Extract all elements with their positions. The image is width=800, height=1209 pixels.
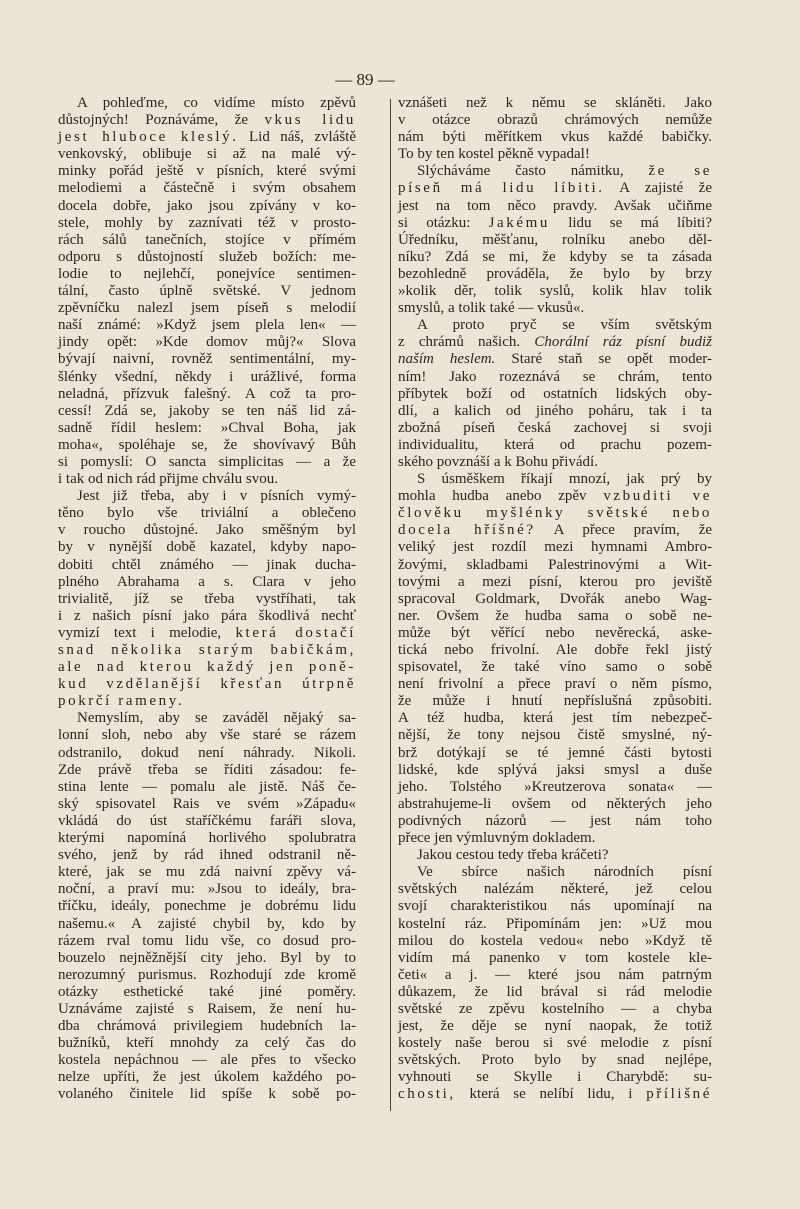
text-line: vkládá do úst staříčkému faráři slova, bbox=[58, 812, 356, 829]
text-line: nelze upříti, že jest úkolem každého po- bbox=[58, 1069, 356, 1086]
text-line: Úředníku, měšťanu, rolníku anebo děl- bbox=[398, 231, 712, 248]
text-line: abstrahujeme-li ovšem od některých jeho bbox=[398, 795, 712, 812]
text-line: příbytek boží od ostatních lidských oby- bbox=[398, 385, 712, 402]
text-line: bouzelo nejněžnější city jeho. Byl by to bbox=[58, 949, 356, 966]
spaced-emphasis-text: pokrčí rameny. bbox=[58, 693, 185, 710]
spaced-emphasis-text: člověku myšlénky světské nebo bbox=[398, 505, 712, 522]
text-line: spracoval Goldmark, Dvořák anebo Wag- bbox=[398, 590, 712, 607]
text-line: trivialitě, jíž se třeba vystříhati, tak bbox=[58, 590, 356, 607]
text-span: Lid náš, zvláště bbox=[238, 129, 356, 146]
text-line: bývají naivní, rovněž sentimentální, my- bbox=[58, 351, 356, 368]
text-line: ského povznáší a k Bohu přivádí. bbox=[398, 453, 598, 470]
text-line: jindy opět: »Kde domov můj?« Slova bbox=[58, 334, 356, 351]
italic-text: Chorální ráz písní budiž bbox=[534, 334, 712, 351]
text-span: lidu se má líbiti? bbox=[550, 214, 712, 231]
text-line bbox=[398, 351, 712, 368]
text-line: milou do kostela vedou« nebo »Když tě bbox=[398, 932, 712, 949]
text-line: žovými, skladbami Palestrinovými a Wit- bbox=[398, 556, 712, 573]
text-span: důstojných! Poznáváme, že bbox=[58, 112, 265, 129]
paragraph bbox=[398, 163, 712, 317]
text-line: svojí charakteristikou nás upomínají na bbox=[398, 898, 712, 915]
spaced-emphasis-text: Jakému bbox=[488, 214, 550, 231]
spaced-emphasis-text: jest hluboce kleslý. bbox=[58, 129, 239, 146]
spaced-emphasis-text: ale nad kterou každý jen poně- bbox=[58, 659, 356, 676]
text-line: světských nalézám některé, jež celou bbox=[398, 881, 712, 898]
text-line: přece jen výmluvným dokladem. bbox=[398, 830, 596, 847]
text-span: mohla hudba anebo zpěv bbox=[398, 488, 604, 505]
text-span: A zajisté že bbox=[604, 180, 713, 197]
text-line bbox=[58, 693, 356, 710]
text-line bbox=[398, 488, 712, 505]
text-line: kostely naše berou si své melodie z písní bbox=[398, 1035, 712, 1052]
text-line: tální, často úplně světské. V jednom bbox=[58, 283, 356, 300]
text-line: by v nynější době kazatel, kdyby napo- bbox=[58, 539, 356, 556]
text-line: níku? Zdá se mi, že kdyby se ta zásada bbox=[398, 248, 712, 265]
text-line: S úsměškem říkají mnozí, jak prý by bbox=[417, 471, 712, 488]
paragraph bbox=[398, 95, 712, 163]
text-line: tříčku, ideály, ponechme je dobrému lidu bbox=[58, 898, 356, 915]
paragraph bbox=[398, 847, 712, 864]
text-line: světských. Proto bylo by snad nejlépe, bbox=[398, 1052, 712, 1069]
text-line: i tak od nich rád přijme chválu svou. bbox=[58, 471, 278, 488]
text-line: zbožná píseň česká zachovej si svoji bbox=[398, 419, 712, 436]
text-line bbox=[398, 522, 712, 539]
text-line: které, jak se mu zdá naivní zpěvy vá- bbox=[58, 864, 356, 881]
text-line: i z našich písní jako pára škodlivá nechť bbox=[58, 607, 356, 624]
text-line bbox=[58, 625, 356, 642]
text-line: podivných názorů — jest nám toho bbox=[398, 812, 712, 829]
text-line: odporu s důstojností služeb božích: me- bbox=[58, 248, 356, 265]
text-line: četi« a j. — které jsou nám patrným bbox=[398, 966, 712, 983]
text-line: ním! Jako rozeznává se chrám, tento bbox=[398, 368, 712, 385]
text-span: z chrámů našich. bbox=[398, 334, 535, 351]
spaced-emphasis-text: že se bbox=[648, 163, 713, 180]
text-line: Uznáváme zajisté s Raisem, že není hu- bbox=[58, 1000, 356, 1017]
text-line: v otázce obrazů chrámových nemůže bbox=[398, 112, 712, 129]
text-line: cessí! Zdá se, jakoby se ten náš lid zá- bbox=[58, 402, 356, 419]
text-line: minky pořád ještě v písních, které svými bbox=[58, 163, 356, 180]
text-line bbox=[398, 180, 712, 197]
text-line: naší známé: »Když jsem plela len« — bbox=[58, 317, 356, 334]
text-line: stina lente — pomalu ale jistě. Náš če- bbox=[58, 778, 356, 795]
text-line: spisovatel, že také víno samo o sobě bbox=[398, 659, 712, 676]
text-span: A přece pravím, že bbox=[535, 522, 713, 539]
text-line: dobiti chtěl známého — jinak ducha- bbox=[58, 556, 356, 573]
spaced-emphasis-text: vkus lidu bbox=[264, 112, 356, 129]
text-line: tovými a mezi písní, kterou pro jeviště bbox=[398, 573, 712, 590]
column-divider bbox=[390, 99, 391, 1111]
spaced-emphasis-text: která dostačí bbox=[235, 624, 356, 641]
text-line: lonní sloh, nebo aby vše staré se rázem bbox=[58, 727, 356, 744]
text-line: rách sálů tanečních, stojíce v přímém bbox=[58, 231, 356, 248]
text-line: kostelní ráz. Připomínám jen: »Už mou bbox=[398, 915, 712, 932]
text-line: stele, mohly by zaznívati též v prosto- bbox=[58, 214, 356, 231]
text-line: ner. Ovšem že hudba sama o sobě ne- bbox=[398, 607, 712, 624]
text-line bbox=[58, 129, 356, 146]
text-line: veliký jest rozdíl mezi hymnami Ambro- bbox=[398, 539, 712, 556]
text-line: vyhnouti se Skylle i Charybdě: su- bbox=[398, 1069, 712, 1086]
text-line bbox=[58, 676, 356, 693]
text-line: jeho. Tolstého »Kreutzerova sonata« — bbox=[398, 778, 712, 795]
text-line: sadně řídil heslem: »Chval Boha, jak bbox=[58, 419, 356, 436]
text-line: dlí, a kalich od jiného poháru, tak i ta bbox=[398, 402, 712, 419]
text-line: důkazem, že lid brával si rád melodie bbox=[398, 983, 712, 1000]
left-text-column bbox=[58, 95, 356, 1104]
text-line: To by ten kostel pěkně vypadal! bbox=[398, 146, 590, 163]
text-line: lodie to nejlehčí, ponejvíce sentimen- bbox=[58, 265, 356, 282]
paragraph bbox=[398, 471, 712, 847]
text-line: šlénky všední, někdy i urážlivé, forma bbox=[58, 368, 356, 385]
text-line: že může i hnutí nepříslušná způsobiti. bbox=[398, 693, 712, 710]
text-line: jest, že děje se nyní naopak, že totiž bbox=[398, 1018, 712, 1035]
text-line: »kolik děr, tolik syslů, kolik hlav tolik bbox=[398, 283, 712, 300]
text-span: Slýcháváme často námitku, bbox=[417, 163, 649, 180]
text-line: melodiemi a částečně i svým obsahem bbox=[58, 180, 356, 197]
text-line: individualitu, která od prachu pozem- bbox=[398, 436, 712, 453]
text-line: volaného činitele lid spíše k sobě po- bbox=[58, 1086, 356, 1103]
italic-text: naším heslem. bbox=[398, 351, 496, 368]
text-line: kterými napomíná horlivého spolubratra bbox=[58, 830, 356, 847]
text-line: plného Abrahama a s. Clara v jeho bbox=[58, 573, 356, 590]
text-line: si pomyslí: O sancta simplicitas — a že bbox=[58, 453, 356, 470]
spaced-emphasis-text: snad několika starým babičkám, bbox=[58, 642, 356, 658]
text-line bbox=[58, 642, 356, 659]
text-line: kostela nepáchnou — ale přes to všecko bbox=[58, 1052, 356, 1069]
text-line: vznášeti než k němu se skláněti. Jako bbox=[398, 95, 712, 111]
text-line: dba chrámová privilegiem hudebních la- bbox=[58, 1018, 356, 1035]
text-span: vymizí text i melodie, bbox=[58, 624, 236, 641]
text-line: odstranilo, dokud není náhrady. Nikoli. bbox=[58, 744, 356, 761]
text-line: může být věřící nebo nevěrecká, aske- bbox=[398, 624, 712, 641]
text-line: vidím má panenko v tom kostele kle- bbox=[398, 949, 712, 966]
spaced-emphasis-text: vzbuditi ve bbox=[603, 488, 713, 505]
right-text-column bbox=[398, 95, 712, 1104]
spaced-emphasis-text: kud vzdělanější křesťan útrpně bbox=[58, 676, 356, 693]
text-line: ský spisovatel Rais ve svém »Západu« bbox=[58, 795, 356, 812]
text-line: neladná, přízvuk falešný. A což ta pro- bbox=[58, 385, 356, 402]
text-line: Nemyslím, aby se zaváděl nějaký sa- bbox=[77, 710, 356, 727]
text-line: nější, že tony nejsou čistě smyslné, ný- bbox=[398, 727, 712, 744]
text-line: Jest již třeba, aby i v písních vymý- bbox=[77, 488, 356, 505]
text-line bbox=[398, 163, 712, 180]
text-line: jest na tom něco pravdy. Avšak učiňme bbox=[398, 197, 712, 214]
text-line: nám býti měřítkem vkus každé babičky. bbox=[398, 129, 712, 146]
text-span: Staré staň se opět moder- bbox=[495, 351, 712, 368]
text-line: noční, a praví mu: »Jsou to ideály, bra- bbox=[58, 881, 356, 898]
text-line: docela dobře, jako jsou zpívány v ko- bbox=[58, 197, 356, 214]
text-line: nerozumný purismus. Rozhodují zde kromě bbox=[58, 966, 356, 983]
text-line: rázem rval tomu lidu vše, co dosud pro- bbox=[58, 932, 356, 949]
text-line: bezohledně prováděla, že bylo by brzy bbox=[398, 265, 712, 282]
text-line bbox=[398, 505, 712, 522]
text-line: v roucho důstojné. Jako směšným byl bbox=[58, 522, 356, 539]
text-line: svého, jenž by rád ihned odstranil ně- bbox=[58, 847, 356, 864]
text-line bbox=[58, 112, 356, 129]
text-line: otázky esthetické také jiné poměry. bbox=[58, 983, 356, 1000]
text-line: Jakou cestou tedy třeba kráčeti? bbox=[417, 847, 609, 864]
text-line: Ve sbírce našich národních písní bbox=[417, 864, 712, 881]
text-line: lidské, kde splývá jaksi smysl a duše bbox=[398, 761, 712, 778]
text-line: bužníků, kteří mnohdy za celý čas do bbox=[58, 1035, 356, 1052]
spaced-emphasis-text: docela hříšné? bbox=[398, 522, 536, 539]
text-line: smyslů, a tolik také — vkusů«. bbox=[398, 300, 585, 317]
text-line: venkovský, oblibuje si až na malé vý- bbox=[58, 146, 356, 163]
text-line: světské ze zpěvu kostelního — a chyba bbox=[398, 1000, 712, 1017]
paragraph bbox=[58, 710, 356, 1103]
paragraph bbox=[58, 488, 356, 710]
spaced-emphasis-text: píseň má lidu líbiti. bbox=[398, 180, 605, 197]
spaced-emphasis-text: chosti, bbox=[398, 1086, 456, 1103]
text-line: A pohleďme, co vidíme místo zpěvů bbox=[77, 95, 356, 111]
text-line: A též hudba, která jest tím nebezpeč- bbox=[398, 710, 712, 727]
page-number: — 89 — bbox=[335, 70, 395, 89]
text-line bbox=[398, 215, 712, 232]
text-line: zpěvníčku nalezl jsem píseň s melodií bbox=[58, 300, 356, 317]
text-line bbox=[58, 659, 356, 676]
text-line: našemu.« A zajisté chybil by, kdo by bbox=[58, 915, 356, 932]
text-line: není frivolní a přece praví o něm písmo, bbox=[398, 676, 712, 693]
text-line: moha«, spoléhaje se, že shovívavý Bůh bbox=[58, 436, 356, 453]
text-line: A proto pryč se vším světským bbox=[417, 317, 712, 334]
text-line: Zde právě třeba se říditi zásadou: fe- bbox=[58, 761, 356, 778]
text-line: tická nebo frivolní. Ale dobře řekl jistý bbox=[398, 642, 712, 658]
spaced-emphasis-text: přílišné bbox=[646, 1086, 712, 1103]
text-line: brž dotýkají se té jemné části bytosti bbox=[398, 744, 712, 761]
text-span: která se nelíbí lidu, i bbox=[455, 1086, 647, 1103]
paragraph bbox=[398, 864, 712, 1103]
text-line: těno bylo vše triviální a oblečeno bbox=[58, 505, 356, 522]
paragraph bbox=[58, 95, 356, 488]
paragraph bbox=[398, 317, 712, 471]
text-line bbox=[398, 1086, 712, 1103]
text-span: si otázku: bbox=[398, 214, 489, 231]
text-line bbox=[398, 334, 712, 351]
